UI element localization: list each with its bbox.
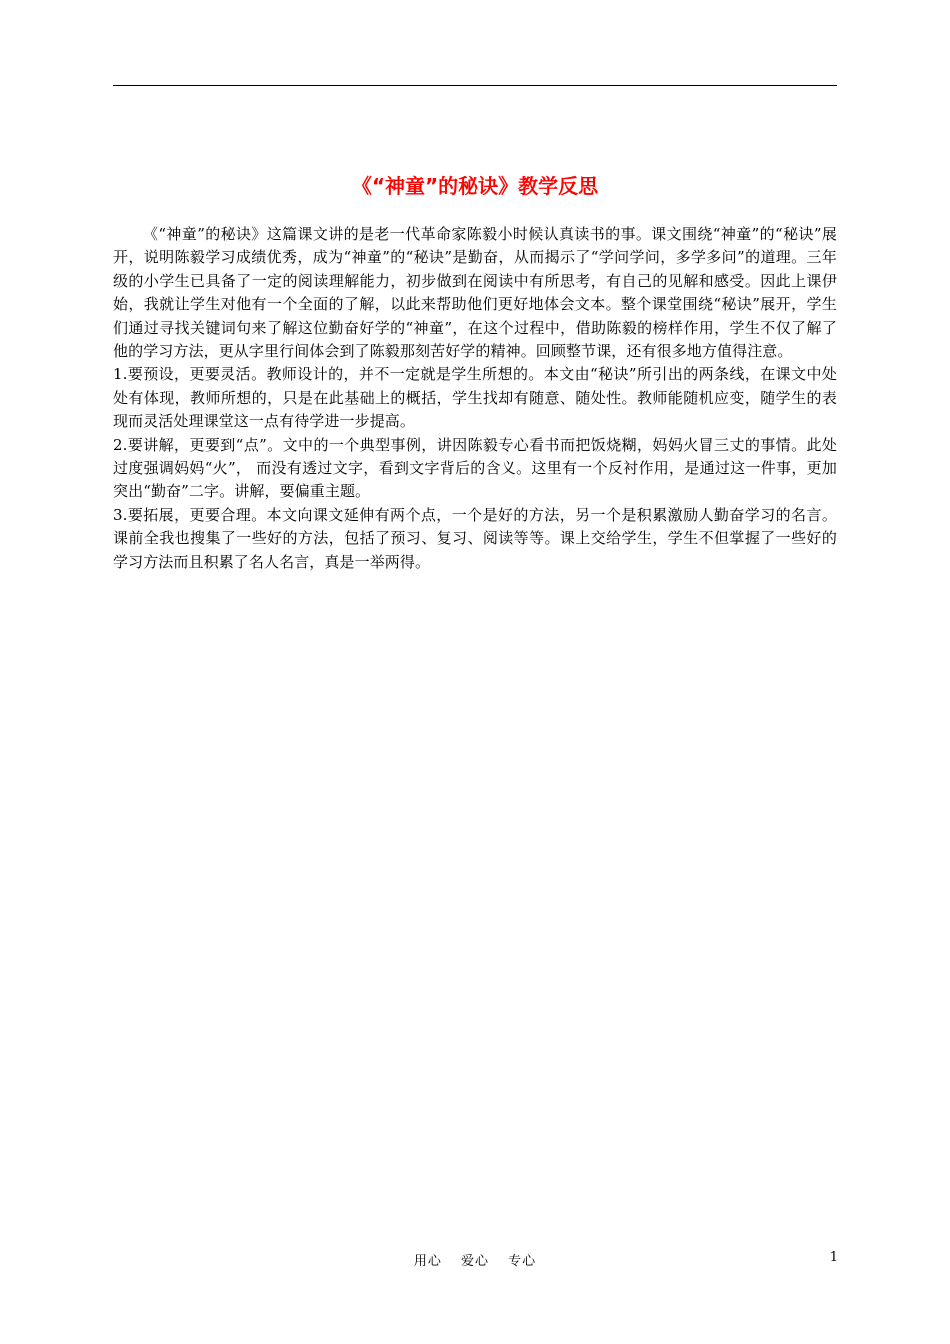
document-title: 《“神童”的秘诀》教学反思	[351, 174, 599, 198]
footer-motto: 用心 爱心 专心	[413, 1254, 537, 1269]
page-number: 1	[829, 1250, 838, 1265]
document-body	[113, 223, 837, 574]
page-footer	[0, 1250, 950, 1270]
intro-paragraph: 《“神童”的秘诀》这篇课文讲的是老一代革命家陈毅小时候认真读书的事。课文围绕“神童”的“秘诀”展开，说明陈毅学习成绩优秀，成为“神童”的“秘诀”是勤奋，从而揭示了“学问学问，多学多问”的道理。三年级的小学生已具备了一定的阅读理解能力，初步做到在阅读中有所思考，有自己的见解和感受。因此上课伊始，我就让学生对他有一个全面的了解，以此来帮助他们更好地体会文本。整个课堂围绕“秘诀”展开，学生们通过寻找关键词句来了解这位勤奋好学的“神童”，在这个过程中，借助陈毅的榜样作用，学生不仅了解了他的学习方法，更从字里行间体会到了陈毅那刻苦好学的精神。回顾整节课，还有很多地方值得注意。	[113, 225, 837, 361]
point-1-paragraph: 1.要预设，更要灵活。教师设计的，并不一定就是学生所想的。本文由“秘诀”所引出的两条线，在课文中处处有体现，教师所想的，只是在此基础上的概括，学生找却有随意、随处性。教师能随机应变，随学生的表现而灵活处理课堂这一点有待学进一步提高。	[113, 365, 837, 431]
point-2-paragraph: 2.要讲解，更要到“点”。文中的一个典型事例，讲因陈毅专心看书而把饭烧糊，妈妈火冒三丈的事情。此处过度强调妈妈“火”， 而没有透过文字，看到文字背后的含义。这里有一个反衬作用，是通过这一件事，更加突出“勤奋”二字。讲解，要偏重主题。	[113, 435, 837, 501]
point-3-paragraph: 3.要拓展，更要合理。本文向课文延伸有两个点，一个是好的方法，另一个是积累激励人勤奋学习的名言。课前全我也搜集了一些好的方法，包括了预习、复习、阅读等等。课上交给学生，学生不但掌握了一些好的学习方法而且积累了名人名言，真是一举两得。	[113, 505, 837, 571]
header-rule	[113, 85, 837, 86]
